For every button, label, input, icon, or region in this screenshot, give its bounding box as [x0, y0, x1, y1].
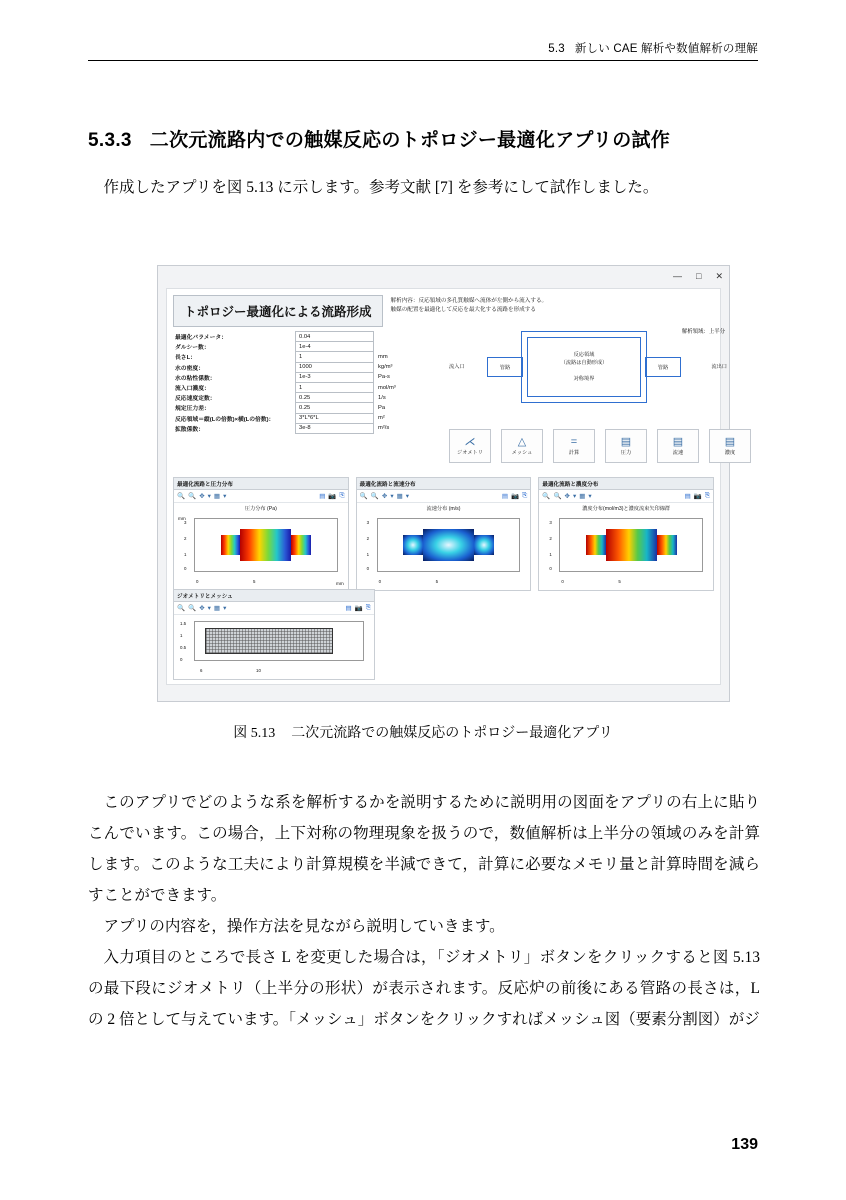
parameter-table	[173, 331, 429, 434]
analysis-domain-label: 解析領域：上半分	[681, 329, 725, 335]
concentration-button[interactable]	[709, 429, 751, 463]
grid-icon[interactable]: ▦	[579, 493, 586, 500]
symmetry-boundary-label: 対称境界	[573, 376, 595, 382]
param-label: 反応速度定数：	[175, 396, 216, 403]
y-tick: 0.5	[180, 645, 187, 650]
plot-toolbar	[357, 490, 531, 503]
param-value-input[interactable]: 3e-8	[296, 423, 374, 433]
y-tick: 2	[549, 536, 552, 541]
y-tick: 0	[549, 566, 552, 571]
close-icon[interactable]: ✕	[715, 270, 723, 281]
paragraph-1-block	[88, 172, 760, 203]
param-value-input[interactable]: 0.25	[296, 403, 374, 413]
window-titlebar	[158, 266, 729, 286]
geometry-icon: ⋌	[464, 435, 476, 448]
y-tick: 3	[184, 520, 187, 525]
param-label: ダルシー数：	[175, 345, 210, 352]
velocity-button-label: 流速	[672, 449, 684, 456]
x-tick: 0	[561, 579, 564, 584]
param-value-input[interactable]: 1	[296, 382, 374, 392]
chevron-down-icon[interactable]: ▾	[390, 493, 394, 500]
panel-pressure-plot-title: 圧力分布 (Pa)	[244, 506, 277, 512]
x-tick: 5	[618, 579, 621, 584]
panel-mesh	[173, 589, 375, 680]
param-value-input[interactable]: 1e-4	[296, 342, 374, 352]
geometry-button-label: ジオメトリ	[457, 449, 483, 456]
panel-velocity-caption: 最適化流路と流速分布	[357, 478, 531, 490]
grid-icon[interactable]: ▦	[396, 493, 403, 500]
y-tick: 0	[366, 566, 370, 571]
export-icon[interactable]: ⎘	[365, 604, 371, 611]
velocity-icon: ▤	[672, 435, 684, 448]
zoom-out-icon[interactable]: 🔍	[553, 493, 562, 500]
panel-mesh-caption: ジオメトリとメッシュ	[174, 590, 374, 602]
panel-velocity-plot-title: 流速分布 (m/s)	[426, 506, 461, 512]
zoom-in-icon[interactable]: 🔍	[542, 493, 551, 500]
concentration-button-label: 濃度	[724, 449, 736, 456]
mesh-grid	[205, 628, 333, 654]
running-head-title: 新しい CAE 解析や数値解析の理解	[574, 43, 758, 55]
concentration-icon: ▤	[724, 435, 736, 448]
param-value-input[interactable]: 3*L*6*L	[296, 413, 374, 423]
pressure-icon: ▤	[620, 435, 632, 448]
param-unit: Pa-s	[378, 374, 390, 381]
table-row	[173, 382, 429, 392]
reaction-region	[527, 337, 641, 397]
panel-concentration	[538, 477, 714, 591]
y-tick: 1.5	[180, 621, 187, 626]
plot-toolbar	[539, 490, 713, 503]
chevron-down-icon[interactable]: ▾	[223, 493, 227, 500]
reaction-chamber-field	[423, 529, 474, 561]
reaction-region-line-1: 反応領域	[573, 352, 595, 358]
table-row	[173, 393, 429, 403]
figure-caption-text: 二次元流路での触媒反応のトポロジー最適化アプリ	[291, 726, 613, 741]
analysis-description-line-2: 触媒の配置を最適化して反応を最大化する流路を形成する	[390, 307, 536, 313]
table-row	[173, 332, 429, 342]
plot-canvas	[377, 518, 521, 572]
outlet-label: 流出口	[711, 364, 727, 370]
chevron-down-icon[interactable]: ▾	[207, 605, 211, 612]
mesh-button-label: メッシュ	[511, 449, 533, 456]
mesh-button[interactable]	[501, 429, 543, 463]
reaction-region-line-2: （流路は自動形成）	[560, 360, 608, 366]
copy-icon[interactable]: ▤	[345, 605, 352, 612]
section-number: 5.3.3	[88, 130, 132, 151]
compute-icon: =	[570, 435, 578, 448]
y-tick: 0	[180, 657, 183, 662]
panel-pressure	[173, 477, 349, 591]
section-heading	[88, 125, 758, 152]
panel-velocity	[356, 477, 532, 591]
paragraph-1: 作成したアプリを図 5.13 に示します。参考文献 [7] を参考にして試作しました。	[103, 179, 659, 196]
paragraph-3: アプリの内容を，操作方法を見ながら説明していきます。	[103, 918, 505, 935]
camera-icon[interactable]: 📷	[693, 493, 702, 500]
schematic-diagram	[449, 329, 727, 425]
panel-pressure-caption: 最適化流路と圧力分布	[174, 478, 348, 490]
plot-toolbar	[174, 490, 348, 503]
figure-screenshot	[157, 265, 736, 702]
pipe-left-field	[586, 535, 606, 556]
plot-canvas	[194, 621, 364, 661]
zoom-in-icon[interactable]: 🔍	[177, 493, 186, 500]
paragraph-4: 入力項目のところで長さ L を変更した場合は，「ジオメトリ」ボタンをクリックすると図 5.13 の最下段にジオメトリ（上半分の形状）が表示されます。反応炉の前後にある管路の長さは，L の 2 倍として与えています。「メッシュ」ボタンをクリックすればメッシュ図（要素分割図）がジ	[88, 949, 760, 1028]
param-unit: 1/s	[378, 394, 386, 401]
copy-icon[interactable]: ▤	[684, 493, 691, 500]
zoom-out-icon[interactable]: 🔍	[188, 493, 197, 500]
pipe-right-field	[291, 535, 311, 556]
pan-icon[interactable]: ✥	[199, 493, 205, 500]
x-tick: 0	[378, 579, 382, 584]
plot-toolbar	[174, 602, 374, 615]
x-tick: 5	[253, 579, 256, 584]
export-icon[interactable]: ⎘	[339, 492, 345, 499]
zoom-in-icon[interactable]: 🔍	[177, 605, 186, 612]
chevron-down-icon[interactable]: ▾	[207, 493, 211, 500]
panel-mesh-plot	[178, 617, 370, 675]
compute-button-label: 計算	[568, 449, 580, 456]
app-header	[173, 295, 714, 327]
x-tick: 0	[196, 579, 199, 584]
action-toolbar	[449, 429, 751, 463]
pipe-left-field	[221, 535, 241, 556]
paragraph-2: このアプリでどのような系を解析するかを説明するために説明用の図面をアプリの右上に貼りこんでいます。この場合，上下対称の物理現象を扱うので，数値解析は上半分の領域のみを計算します。このような工夫により計算規模を半減できて，計算に必要なメモリ量と計算時間を減らすことができます。	[88, 794, 761, 904]
grid-icon[interactable]: ▦	[213, 493, 221, 500]
panel-concentration-plot	[543, 514, 709, 586]
pressure-button-label: 圧力	[620, 449, 632, 456]
pan-icon[interactable]: ✥	[381, 493, 388, 500]
y-tick: 3	[366, 520, 370, 525]
param-value-input[interactable]: 1000	[296, 362, 374, 372]
y-tick: 1	[180, 633, 183, 638]
zoom-out-icon[interactable]: 🔍	[188, 605, 197, 612]
plot-canvas	[194, 518, 338, 572]
param-label: 規定圧力差：	[175, 406, 210, 413]
zoom-in-icon[interactable]: 🔍	[359, 493, 368, 500]
param-value-input[interactable]: 1	[296, 352, 374, 362]
param-value-input[interactable]: 0.04	[296, 332, 374, 342]
geometry-button[interactable]	[449, 429, 491, 463]
copy-icon[interactable]: ▤	[501, 493, 509, 500]
section-title: 二次元流路内での触媒反応のトポロジー最適化アプリの試作	[149, 130, 671, 151]
plot-canvas	[559, 518, 703, 572]
x-tick: 6	[200, 668, 203, 673]
grid-icon[interactable]: ▦	[213, 605, 221, 612]
reaction-chamber-field	[240, 529, 291, 561]
panel-concentration-caption: 最適化流路と濃度分布	[539, 478, 713, 490]
y-tick: 2	[184, 536, 187, 541]
page-number: 139	[731, 1136, 758, 1153]
param-unit: Pa	[378, 404, 386, 411]
running-head-number: 5.3	[548, 43, 565, 55]
y-tick: 2	[366, 536, 370, 541]
panel-velocity-plot	[361, 514, 527, 586]
y-tick: 1	[366, 552, 370, 557]
flow-geometry	[403, 535, 494, 556]
pipe-right-field	[474, 535, 494, 556]
copy-icon[interactable]: ▤	[319, 493, 326, 500]
zoom-out-icon[interactable]: 🔍	[370, 493, 379, 500]
param-value-input[interactable]: 1e-3	[296, 372, 374, 382]
y-tick: 1	[184, 552, 187, 557]
param-value-input[interactable]: 0.25	[296, 393, 374, 403]
param-unit: mm	[378, 353, 388, 360]
result-panels	[173, 477, 714, 591]
chevron-down-icon[interactable]: ▾	[405, 493, 409, 500]
chevron-down-icon[interactable]: ▾	[572, 493, 577, 500]
pipe-right-field	[657, 535, 677, 556]
header-rule	[88, 60, 758, 61]
export-icon[interactable]: ⎘	[522, 492, 528, 499]
reaction-chamber-field	[606, 529, 657, 561]
y-tick: 3	[549, 520, 552, 525]
camera-icon[interactable]: 📷	[511, 493, 520, 500]
pipe-right: 管路	[645, 357, 681, 377]
maximize-icon[interactable]: □	[696, 271, 702, 281]
body-text-block	[88, 787, 760, 1035]
table-row	[173, 423, 429, 433]
param-unit	[374, 332, 430, 342]
compute-button[interactable]	[553, 429, 595, 463]
table-row	[173, 372, 429, 382]
param-unit: m²/s	[378, 425, 390, 432]
table-row	[173, 413, 429, 423]
param-label: 流入口濃度：	[175, 386, 210, 393]
y-tick: 1	[549, 552, 552, 557]
panel-pressure-plot	[178, 514, 344, 586]
param-unit: mol/m³	[378, 384, 396, 391]
param-unit	[374, 342, 430, 352]
minimize-icon[interactable]: —	[673, 271, 683, 281]
analysis-description	[391, 295, 548, 315]
camera-icon[interactable]: 📷	[354, 605, 363, 612]
table-row	[173, 342, 429, 352]
inlet-label: 流入口	[449, 364, 465, 370]
pan-icon[interactable]: ✥	[199, 605, 205, 612]
x-unit-label: mm	[336, 581, 344, 586]
figure-caption-number: 図 5.13	[233, 726, 276, 741]
chevron-down-icon[interactable]: ▾	[588, 493, 592, 500]
mesh-icon: △	[517, 435, 527, 448]
param-label: 最適化パラメータ：	[175, 335, 227, 342]
y-unit-label: mm	[178, 516, 186, 521]
param-unit: kg/m³	[378, 364, 393, 371]
running-head	[88, 40, 758, 56]
y-tick: 0	[184, 566, 187, 571]
param-unit: m²	[378, 415, 385, 422]
flow-geometry	[586, 535, 677, 556]
velocity-button[interactable]	[657, 429, 699, 463]
pipe-left: 管路	[487, 357, 523, 377]
x-tick: 10	[256, 668, 261, 673]
param-label: 水の粘性係数：	[175, 375, 216, 382]
param-label: 長さL：	[175, 355, 196, 362]
pipe-left-field	[403, 535, 423, 556]
table-row	[173, 362, 429, 372]
app-window	[166, 288, 736, 685]
table-row	[173, 352, 429, 362]
pan-icon[interactable]: ✥	[564, 493, 570, 500]
camera-icon[interactable]: 📷	[328, 493, 337, 500]
chevron-down-icon[interactable]: ▾	[223, 605, 227, 612]
flow-geometry	[221, 535, 312, 556]
param-label: 拡散係数：	[175, 426, 204, 433]
param-label: 水の密度：	[175, 365, 204, 372]
export-icon[interactable]: ⎘	[704, 492, 711, 499]
analysis-description-line-1: 解析内容：反応領域の多孔質触媒へ流体が左側から流入する。	[390, 298, 548, 304]
x-tick: 5	[435, 579, 439, 584]
pressure-button[interactable]	[605, 429, 647, 463]
figure-caption	[88, 722, 758, 742]
param-label: 反応領域＝縦(Lの倍数)×横(Lの倍数)：	[175, 416, 275, 423]
panel-concentration-plot-title: 濃度分布(mol/m3)と濃度流束矢印線群	[582, 506, 671, 512]
app-title: トポロジー最適化による流路形成	[173, 295, 383, 327]
table-row	[173, 403, 429, 413]
